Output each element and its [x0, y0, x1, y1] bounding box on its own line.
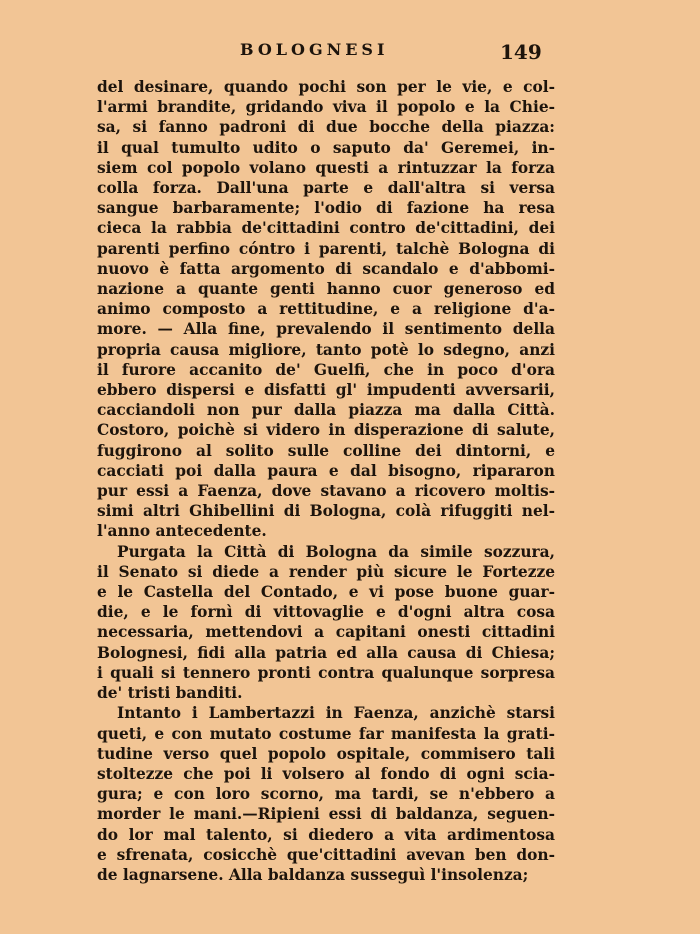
- text-line: cacciandoli non pur dalla piazza ma dalla Città.: [97, 401, 555, 420]
- text-line: Intanto i Lambertazzi in Faenza, anzichè starsi: [117, 704, 555, 723]
- running-title: BOLOGNESI: [240, 40, 389, 59]
- paragraph: [97, 703, 555, 885]
- body-text: [97, 77, 555, 885]
- text-line: il Senato si diede a render più sicure le Fortezze: [97, 562, 555, 581]
- text-line: de lagnarsene. Alla baldanza susseguì l'insolenza;: [97, 865, 529, 884]
- text-line: more. — Alla fine, prevalendo il sentimento della: [97, 320, 555, 339]
- text-line: del desinare, quando pochi son per le vie, e col-: [97, 78, 555, 96]
- text-line: morder le mani.—Ripieni essi di baldanza, seguen-: [97, 805, 555, 824]
- text-line: ebbero dispersi e disfatti gl' impudenti avversarii,: [97, 381, 555, 400]
- text-line: nazione a quante genti hanno cuor generoso ed: [97, 280, 555, 299]
- text-line: sangue barbaramente; l'odio di fazione ha resa: [97, 199, 555, 218]
- text-line: colla forza. Dall'una parte e dall'altra si versa: [97, 179, 555, 198]
- text-line: i quali si tennero pronti contra qualunque sorpresa: [97, 663, 555, 682]
- text-line: il qual tumulto udito o saputo da' Geremei, in-: [97, 138, 555, 157]
- text-line: stoltezze che poi li volsero al fondo di ogni scia-: [97, 764, 555, 783]
- text-line: Purgata la Città di Bologna da simile sozzura,: [117, 542, 555, 561]
- text-line: e sfrenata, cosicchè que'cittadini avevan ben don-: [97, 845, 555, 864]
- text-line: do lor mal talento, si diedero a vita ardimentosa: [97, 825, 555, 844]
- paragraph: [97, 77, 555, 542]
- text-line: tudine verso quel popolo ospitale, commisero tali: [97, 744, 555, 763]
- text-line: propria causa migliore, tanto potè lo sdegno, anzi: [97, 340, 555, 359]
- text-line: simi altri Ghibellini di Bologna, colà rifuggiti nel-: [97, 502, 555, 521]
- text-line: sa, si fanno padroni di due bocche della piazza:: [97, 118, 555, 137]
- text-line: parenti perfino cóntro i parenti, talchè Bologna di: [97, 239, 555, 258]
- text-line: cacciati poi dalla paura e dal bisogno, ripararon: [97, 461, 555, 480]
- text-line: Bolognesi, fidi alla patria ed alla causa di Chiesa;: [97, 643, 555, 662]
- text-line: animo composto a rettitudine, e a religione d'a-: [97, 300, 555, 319]
- text-line: nuovo è fatta argomento di scandalo e d'abbomi-: [97, 259, 555, 278]
- text-line: cieca la rabbia de'cittadini contro de'cittadini, dei: [97, 219, 555, 238]
- text-line: queti, e con mutato costume far manifesta la grati-: [97, 724, 555, 743]
- page-number: 149: [500, 40, 542, 64]
- text-line: l'anno antecedente.: [97, 522, 267, 541]
- text-line: necessaria, mettendovi a capitani onesti cittadini: [97, 623, 555, 642]
- text-line: Costoro, poichè si videro in disperazione di salute,: [97, 421, 555, 440]
- paragraph: [97, 542, 555, 704]
- text-line: fuggirono al solito sulle colline dei dintorni, e: [97, 441, 555, 460]
- text-line: die, e le fornì di vittovaglie e d'ogni altra cosa: [97, 603, 555, 622]
- text-line: siem col popolo volano questi a rintuzzar la forza: [97, 158, 555, 177]
- text-line: l'armi brandite, gridando viva il popolo e la Chie-: [97, 98, 555, 117]
- text-line: pur essi a Faenza, dove stavano a ricovero moltis-: [97, 482, 555, 501]
- text-line: de' tristi banditi.: [97, 684, 243, 703]
- text-line: gura; e con loro scorno, ma tardi, se n'ebbero a: [97, 785, 555, 804]
- text-line: il furore accanito de' Guelfi, che in poco d'ora: [97, 360, 555, 379]
- text-line: e le Castella del Contado, e vi pose buone guar-: [97, 583, 555, 602]
